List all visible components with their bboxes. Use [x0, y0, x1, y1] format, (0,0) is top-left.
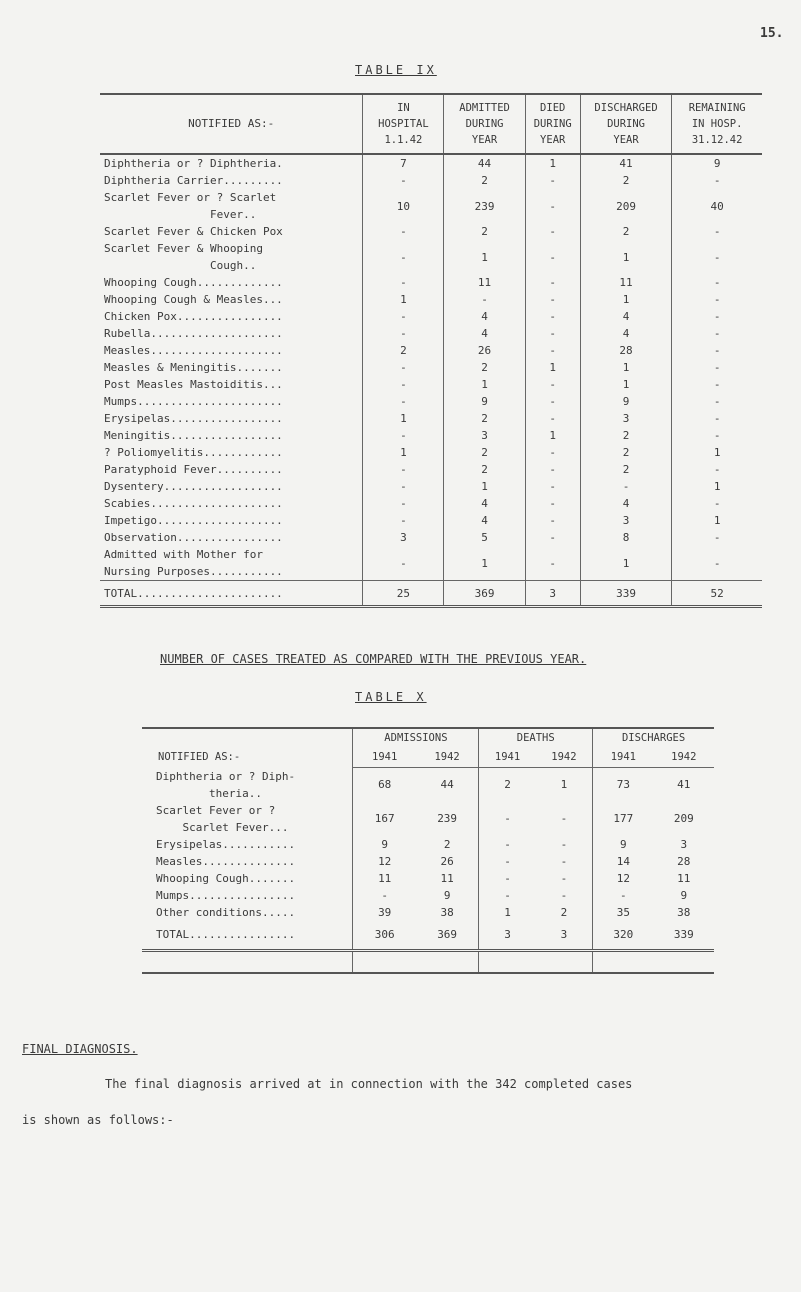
table-cell: -: [479, 870, 536, 887]
col-admitted: [444, 94, 525, 154]
table-cell: 8: [580, 529, 672, 546]
total-label: TOTAL......................: [100, 581, 363, 607]
table-cell: 1: [363, 291, 444, 308]
table-row: [100, 240, 762, 274]
total-cell: 369: [416, 921, 479, 951]
table-cell: 239: [444, 189, 525, 223]
table-cell: 26: [444, 342, 525, 359]
table-cell: -: [363, 240, 444, 274]
row-label: Whooping Cough.............: [104, 276, 283, 289]
table-cell: 3: [580, 512, 672, 529]
table-cell: 41: [580, 154, 672, 172]
table9-header-row: [100, 94, 762, 154]
table-cell: 39: [353, 904, 416, 921]
row-label: Meningitis.................: [104, 429, 283, 442]
table-cell: -: [363, 495, 444, 512]
table-row: [142, 904, 714, 921]
table-row: [100, 274, 762, 291]
row-label: Observation................: [104, 531, 283, 544]
col-remaining-line1: REMAINING: [688, 102, 746, 114]
table-row: [100, 393, 762, 410]
table-cell: 1: [580, 240, 672, 274]
table-cell: -: [672, 223, 762, 240]
col-died: [525, 94, 580, 154]
table-row: [100, 154, 762, 172]
table-cell: 1: [580, 376, 672, 393]
table-row: [100, 512, 762, 529]
table-cell: -: [672, 529, 762, 546]
table-cell: -: [525, 410, 580, 427]
table-cell: 9: [672, 154, 762, 172]
table-cell: -: [525, 546, 580, 581]
table9-title: TABLE IX: [355, 63, 437, 77]
table-cell: -: [525, 342, 580, 359]
table-row: [142, 853, 714, 870]
row-label: Admitted with Mother for Nursing Purposes...........: [104, 548, 283, 578]
row-label: Impetigo...................: [104, 514, 283, 527]
table-cell: -: [363, 223, 444, 240]
table-cell: -: [363, 325, 444, 342]
col-discharged-line2: DURING: [607, 118, 645, 130]
table-row: [100, 529, 762, 546]
table-cell: -: [479, 887, 536, 904]
col-died-line3: YEAR: [540, 134, 566, 146]
table-cell: -: [560, 854, 568, 868]
row-label: Diphtheria or ? Diphtheria.: [104, 157, 283, 170]
table-cell: 4: [444, 512, 525, 529]
table-cell: -: [525, 240, 580, 274]
table-cell: 1: [560, 778, 568, 792]
table-cell: 3: [680, 837, 688, 851]
table-cell: 2: [444, 359, 525, 376]
table-cell: 38: [677, 905, 691, 919]
total-cell: 52: [672, 581, 762, 607]
table-cell: -: [672, 342, 762, 359]
table-cell: -: [672, 495, 762, 512]
total-cell: 3: [525, 581, 580, 607]
spacer-cell: [479, 950, 536, 973]
table-cell: 2: [444, 444, 525, 461]
col-discharged: [580, 94, 672, 154]
table-cell: 2: [444, 461, 525, 478]
table-cell: -: [363, 546, 444, 581]
table-cell: 5: [444, 529, 525, 546]
table-cell: -: [672, 274, 762, 291]
table-row: [100, 189, 762, 223]
col-year: 1941: [353, 747, 416, 768]
table-cell: 1: [444, 376, 525, 393]
table-cell: 3: [363, 529, 444, 546]
table-cell: 3: [444, 427, 525, 444]
table-cell: -: [525, 189, 580, 223]
row-label: Mumps................: [156, 888, 296, 902]
col-discharged-line3: YEAR: [613, 134, 639, 146]
row-label: Rubella....................: [104, 327, 283, 340]
table-cell: -: [525, 223, 580, 240]
table-cell: 44: [444, 154, 525, 172]
row-label: Measles....................: [104, 344, 283, 357]
total-cell: 339: [580, 581, 672, 607]
col-year: 1941: [479, 747, 536, 768]
table9-body: [100, 154, 762, 624]
table-cell: 1: [444, 478, 525, 495]
table-cell: -: [672, 325, 762, 342]
total-cell: 3: [479, 921, 536, 951]
table-cell: -: [525, 478, 580, 495]
total-row: [100, 581, 762, 607]
table-cell: 4: [444, 308, 525, 325]
table-cell: 9: [593, 836, 654, 853]
table-cell: 1: [444, 240, 525, 274]
col-admitted-line3: YEAR: [471, 134, 498, 146]
total-row: [142, 921, 714, 951]
table-cell: 1: [363, 410, 444, 427]
table-cell: 10: [363, 189, 444, 223]
table-cell: 2: [560, 905, 568, 919]
col-died-line1: DIED: [540, 102, 566, 114]
col-remaining: [672, 94, 762, 154]
spacer-cell: [100, 607, 363, 625]
col-notified-as: [142, 728, 353, 768]
table-cell: 1: [580, 359, 672, 376]
table-cell: -: [672, 410, 762, 427]
table-cell: 11: [580, 274, 672, 291]
table-cell: -: [560, 871, 568, 885]
table-cell: 1: [525, 359, 580, 376]
table-cell: 12: [593, 870, 654, 887]
table-cell: -: [672, 546, 762, 581]
col-in-hospital: [363, 94, 444, 154]
col-discharged-line1: DISCHARGED: [594, 102, 658, 114]
table-cell: 1: [580, 291, 672, 308]
final-diagnosis-heading: FINAL DIAGNOSIS.: [22, 1042, 138, 1056]
row-label: Scarlet Fever & Whooping Cough..: [104, 242, 263, 272]
col-admitted-line1: ADMITTED: [459, 102, 510, 114]
row-label: Measles & Meningitis.......: [104, 361, 283, 374]
col-year: 1942: [416, 747, 479, 768]
table-cell: -: [479, 836, 536, 853]
table-cell: -: [363, 308, 444, 325]
table-cell: 2: [479, 768, 536, 802]
table-cell: 209: [673, 812, 694, 825]
col-in-hospital-line2: HOSPITAL: [378, 118, 429, 130]
table-cell: 44: [440, 778, 454, 792]
table-row: [100, 359, 762, 376]
col-year: 1941: [593, 747, 654, 768]
table-cell: -: [580, 478, 672, 495]
table-cell: -: [363, 359, 444, 376]
table-cell: 11: [440, 871, 454, 885]
table-cell: -: [525, 172, 580, 189]
table-cell: 35: [593, 904, 654, 921]
row-label: Whooping Cough.......: [156, 871, 296, 885]
table-cell: -: [672, 461, 762, 478]
row-label: ? Poliomyelitis............: [104, 446, 283, 459]
table-cell: 1: [363, 444, 444, 461]
spacer-cell: [593, 950, 654, 973]
table-cell: 68: [353, 768, 416, 802]
table-cell: 12: [353, 853, 416, 870]
table-cell: -: [525, 444, 580, 461]
table9: [100, 93, 762, 624]
table-cell: 41: [677, 778, 691, 792]
table-cell: 2: [444, 223, 525, 240]
table10-body: [142, 768, 714, 973]
final-diagnosis-text-line1: The final diagnosis arrived at in connection with the 342 completed cases: [105, 1077, 633, 1091]
table-cell: 2: [580, 444, 672, 461]
total-cell: 320: [593, 921, 654, 951]
table-cell: -: [525, 529, 580, 546]
table-cell: 11: [353, 870, 416, 887]
table-cell: -: [363, 393, 444, 410]
table-cell: 1: [672, 478, 762, 495]
table-cell: -: [672, 427, 762, 444]
page-number: 15.: [760, 26, 784, 41]
table-cell: -: [525, 376, 580, 393]
table-cell: -: [525, 291, 580, 308]
col-group-discharges: DISCHARGES: [593, 728, 714, 747]
row-label: Erysipelas...........: [156, 837, 296, 851]
col-year: 1942: [536, 747, 593, 768]
final-diagnosis-text-line2: is shown as follows:-: [22, 1113, 174, 1127]
table-cell: -: [672, 291, 762, 308]
table-cell: -: [593, 887, 654, 904]
table-cell: 7: [363, 154, 444, 172]
table-cell: -: [560, 837, 568, 851]
table-cell: 4: [580, 325, 672, 342]
table-cell: 167: [353, 802, 416, 836]
row-label: Scarlet Fever or ? Scarlet Fever...: [156, 803, 289, 834]
table-cell: 4: [580, 495, 672, 512]
table-cell: -: [560, 888, 568, 902]
col-remaining-line2: IN HOSP.: [691, 118, 743, 130]
table-row: [100, 461, 762, 478]
table-cell: 4: [444, 325, 525, 342]
total-label: TOTAL................: [142, 921, 353, 951]
table-cell: 2: [580, 427, 672, 444]
comparison-heading: NUMBER OF CASES TREATED AS COMPARED WITH THE PREVIOUS YEAR.: [160, 652, 587, 666]
table-cell: 1: [672, 512, 762, 529]
row-label: Diphtheria Carrier.........: [104, 174, 283, 187]
row-label: Scabies....................: [104, 497, 283, 510]
table-row: [100, 342, 762, 359]
table-row: [100, 410, 762, 427]
table-cell: -: [525, 308, 580, 325]
table10: [142, 727, 714, 974]
table-cell: -: [479, 853, 536, 870]
table-row: [100, 308, 762, 325]
row-label: Paratyphoid Fever..........: [104, 463, 283, 476]
row-label: Erysipelas.................: [104, 412, 283, 425]
table-row: [142, 836, 714, 853]
table-row: [100, 325, 762, 342]
table-cell: 11: [444, 274, 525, 291]
table-cell: 4: [444, 495, 525, 512]
table-cell: -: [479, 802, 536, 836]
table-cell: -: [525, 495, 580, 512]
table-cell: 177: [593, 802, 654, 836]
table-cell: 28: [580, 342, 672, 359]
row-label: Post Measles Mastoiditis...: [104, 378, 283, 391]
table10-title: TABLE X: [355, 690, 427, 704]
table-cell: -: [525, 512, 580, 529]
table-cell: -: [672, 172, 762, 189]
row-label: Scarlet Fever or ? Scarlet Fever..: [104, 191, 277, 221]
table-cell: 2: [444, 172, 525, 189]
table-cell: 73: [593, 768, 654, 802]
row-label: Scarlet Fever & Chicken Pox: [104, 225, 283, 238]
table-cell: 2: [363, 342, 444, 359]
table-row: [100, 546, 762, 581]
spacer-cell: [654, 950, 714, 973]
total-cell: 339: [654, 921, 714, 951]
table-cell: -: [363, 478, 444, 495]
table-cell: -: [525, 461, 580, 478]
table-cell: 11: [677, 871, 691, 885]
table-cell: -: [525, 393, 580, 410]
table-cell: -: [525, 325, 580, 342]
table-cell: 2: [580, 223, 672, 240]
table-footer-spacer: [142, 950, 714, 973]
table-cell: 2: [443, 837, 451, 851]
table-cell: 9: [353, 836, 416, 853]
spacer-cell: [142, 950, 353, 973]
table-cell: 2: [580, 172, 672, 189]
table-row: [100, 478, 762, 495]
col-died-line2: DURING: [533, 118, 572, 130]
table-row: [142, 887, 714, 904]
total-cell: 369: [444, 581, 525, 607]
table-cell: -: [363, 427, 444, 444]
table-cell: 3: [580, 410, 672, 427]
table-cell: 239: [437, 812, 458, 825]
table-row: [100, 495, 762, 512]
table-cell: 1: [525, 427, 580, 444]
spacer-cell: [353, 950, 416, 973]
table-cell: -: [363, 512, 444, 529]
row-label: Dysentery..................: [104, 480, 283, 493]
row-label: Other conditions.....: [156, 905, 296, 919]
table-cell: 14: [593, 853, 654, 870]
row-label: Diphtheria or ? Diph- theria..: [156, 769, 296, 800]
table-cell: 2: [580, 461, 672, 478]
table-cell: 1: [479, 904, 536, 921]
table-row: [142, 768, 714, 802]
table-cell: 9: [443, 888, 451, 902]
table-cell: 2: [444, 410, 525, 427]
table-cell: -: [363, 172, 444, 189]
spacer-cell: [363, 607, 444, 625]
table-cell: -: [560, 812, 568, 825]
table-cell: -: [363, 461, 444, 478]
table-row: [100, 427, 762, 444]
table-cell: -: [672, 240, 762, 274]
table-cell: 1: [444, 546, 525, 581]
spacer-cell: [444, 607, 525, 625]
spacer-cell: [416, 950, 479, 973]
total-cell: 25: [363, 581, 444, 607]
table-cell: 4: [580, 308, 672, 325]
table-cell: -: [353, 887, 416, 904]
table-cell: 9: [580, 393, 672, 410]
table-row: [100, 376, 762, 393]
table-cell: -: [672, 359, 762, 376]
spacer-cell: [525, 607, 580, 625]
col-notified-as-label: NOTIFIED AS:-: [158, 751, 241, 764]
table-cell: -: [444, 291, 525, 308]
table-row: [142, 802, 714, 836]
row-label: Chicken Pox................: [104, 310, 283, 323]
total-cell: 306: [353, 921, 416, 951]
spacer-cell: [536, 950, 593, 973]
table-cell: -: [672, 376, 762, 393]
col-year: 1942: [654, 747, 714, 768]
col-notified-as: NOTIFIED AS:-: [100, 94, 363, 154]
table-cell: 9: [444, 393, 525, 410]
table10-group-header-row: [142, 728, 714, 747]
spacer-cell: [580, 607, 672, 625]
table-row: [100, 291, 762, 308]
table-cell: -: [672, 393, 762, 410]
table-cell: 40: [672, 189, 762, 223]
spacer-cell: [672, 607, 762, 625]
table-row: [100, 223, 762, 240]
col-admitted-line2: DURING: [465, 118, 504, 130]
table-cell: 1: [580, 546, 672, 581]
col-group-deaths: DEATHS: [479, 728, 593, 747]
table-cell: 1: [672, 444, 762, 461]
table-cell: 209: [580, 189, 672, 223]
col-in-hospital-line1: IN: [397, 102, 410, 114]
col-remaining-line3: 31.12.42: [691, 134, 743, 146]
table-row: [100, 172, 762, 189]
table-cell: -: [363, 274, 444, 291]
table-footer-spacer: [100, 607, 762, 625]
table-cell: 1: [525, 154, 580, 172]
table-cell: -: [672, 308, 762, 325]
table-cell: 26: [440, 854, 454, 868]
table-cell: 9: [680, 888, 688, 902]
table-cell: -: [363, 376, 444, 393]
table-cell: -: [525, 274, 580, 291]
total-cell: 3: [536, 921, 593, 951]
col-group-admissions: ADMISSIONS: [353, 728, 479, 747]
row-label: Measles..............: [156, 854, 296, 868]
col-in-hospital-line3: 1.1.42: [384, 134, 423, 146]
table-row: [100, 444, 762, 461]
table-cell: 28: [677, 854, 691, 868]
table-row: [142, 870, 714, 887]
row-label: Mumps......................: [104, 395, 283, 408]
table-cell: 38: [440, 905, 454, 919]
row-label: Whooping Cough & Measles...: [104, 293, 283, 306]
